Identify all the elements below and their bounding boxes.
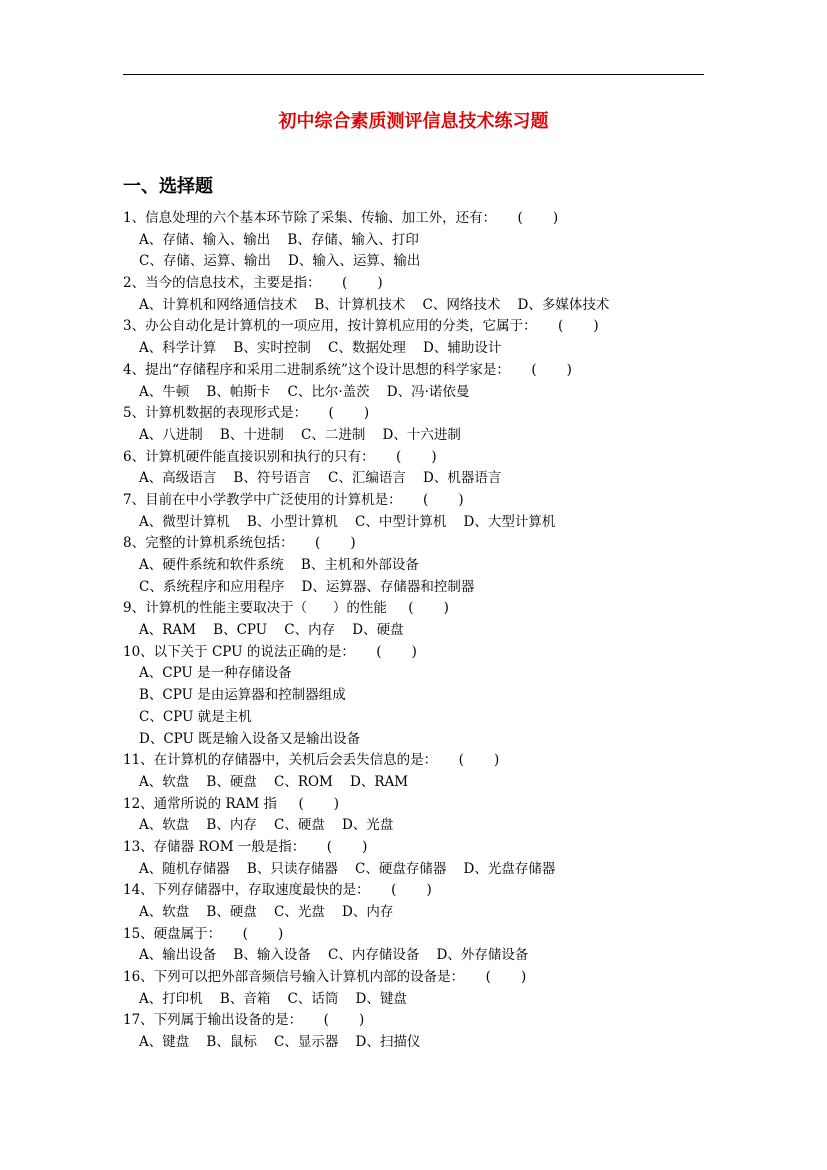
answer-options: C、系统程序和应用程序 D、运算器、存储器和控制器 (139, 578, 475, 595)
answer-options: A、软盘 B、硬盘 C、ROM D、RAM (139, 773, 409, 790)
question-text: 11、在计算机的存储器中，关机后会丢失信息的是： ( ) (123, 752, 500, 769)
answer-options: A、RAM B、CPU C、内存 D、硬盘 (139, 622, 404, 639)
question-text: 1、信息处理的六个基本环节除了采集、传输、加工外，还有： ( ) (123, 210, 559, 226)
question-text: 7、目前在中小学教学中广泛使用的计算机是： ( ) (123, 491, 464, 508)
question-text: 5、计算机数据的表现形式是： ( ) (123, 405, 370, 422)
answer-options: A、科学计算 B、实时控制 C、数据处理 D、辅助设计 (139, 340, 502, 357)
answer-options: A、随机存储器 B、只读存储器 C、硬盘存储器 D、光盘存储器 (139, 860, 556, 877)
header-rule (123, 74, 704, 75)
question-text: 3、办公自动化是计算机的一项应用，按计算机应用的分类，它属于： ( ) (123, 318, 599, 335)
question-text: 12、通常所说的 RAM 指 ( ) (123, 795, 340, 812)
question-text: 9、计算机的性能主要取决于（ ）的性能 ( ) (123, 600, 449, 617)
answer-options: A、高级语言 B、符号语言 C、汇编语言 D、机器语言 (139, 470, 502, 487)
question-text: 14、下列存储器中，存取速度最快的是： ( ) (123, 882, 432, 899)
question-text: 16、下列可以把外部音频信号输入计算机内部的设备是： ( ) (123, 969, 527, 986)
question-text: 15、硬盘属于： ( ) (123, 925, 284, 942)
answer-options: A、打印机 B、音箱 C、话筒 D、键盘 (139, 990, 407, 1007)
question-text: 6、计算机硬件能直接识别和执行的只有： ( ) (123, 448, 437, 465)
answer-options: B、CPU 是由运算器和控制器组成 (139, 687, 346, 704)
question-text: 17、下列属于输出设备的是： ( ) (123, 1012, 365, 1029)
document-title: 初中综合素质测评信息技术练习题 (278, 111, 549, 132)
answer-options: A、微型计算机 B、小型计算机 C、中型计算机 D、大型计算机 (139, 513, 556, 530)
answer-options: A、CPU 是一种存储设备 (139, 665, 292, 682)
answer-options: C、CPU 就是主机 (139, 708, 252, 725)
answer-options: A、牛顿 B、帕斯卡 C、比尔·盖茨 D、冯·诺依曼 (139, 383, 470, 400)
answer-options: A、计算机和网络通信技术 B、计算机技术 C、网络技术 D、多媒体技术 (139, 296, 610, 313)
answer-options: A、八进制 B、十进制 C、二进制 D、十六进制 (139, 426, 461, 443)
question-text: 13、存储器 ROM 一般是指： ( ) (123, 838, 368, 855)
question-text: 4、提出“存储程序和采用二进制系统”这个设计思想的科学家是： ( ) (123, 361, 572, 378)
question-text: 10、以下关于 CPU 的说法正确的是： ( ) (123, 643, 417, 660)
answer-options: A、键盘 B、鼠标 C、显示器 D、扫描仪 (139, 1034, 421, 1051)
section-heading: 一、选择题 (123, 176, 213, 197)
answer-options: C、存储、运算、输出 D、输入、运算、输出 (139, 253, 421, 270)
question-list (123, 208, 743, 1054)
answer-options: A、软盘 B、内存 C、硬盘 D、光盘 (139, 817, 394, 834)
question-text: 2、当今的信息技术，主要是指： ( ) (123, 275, 383, 292)
answer-options: D、CPU 既是输入设备又是输出设备 (139, 730, 361, 747)
question-text: 8、完整的计算机系统包括： ( ) (123, 535, 356, 552)
answer-options: A、输出设备 B、输入设备 C、内存储设备 D、外存储设备 (139, 947, 529, 964)
answer-options: A、存储、输入、输出 B、存储、输入、打印 (139, 231, 419, 248)
answer-options: A、硬件系统和软件系统 B、主机和外部设备 (139, 557, 419, 573)
answer-options: A、软盘 B、硬盘 C、光盘 D、内存 (139, 904, 394, 920)
